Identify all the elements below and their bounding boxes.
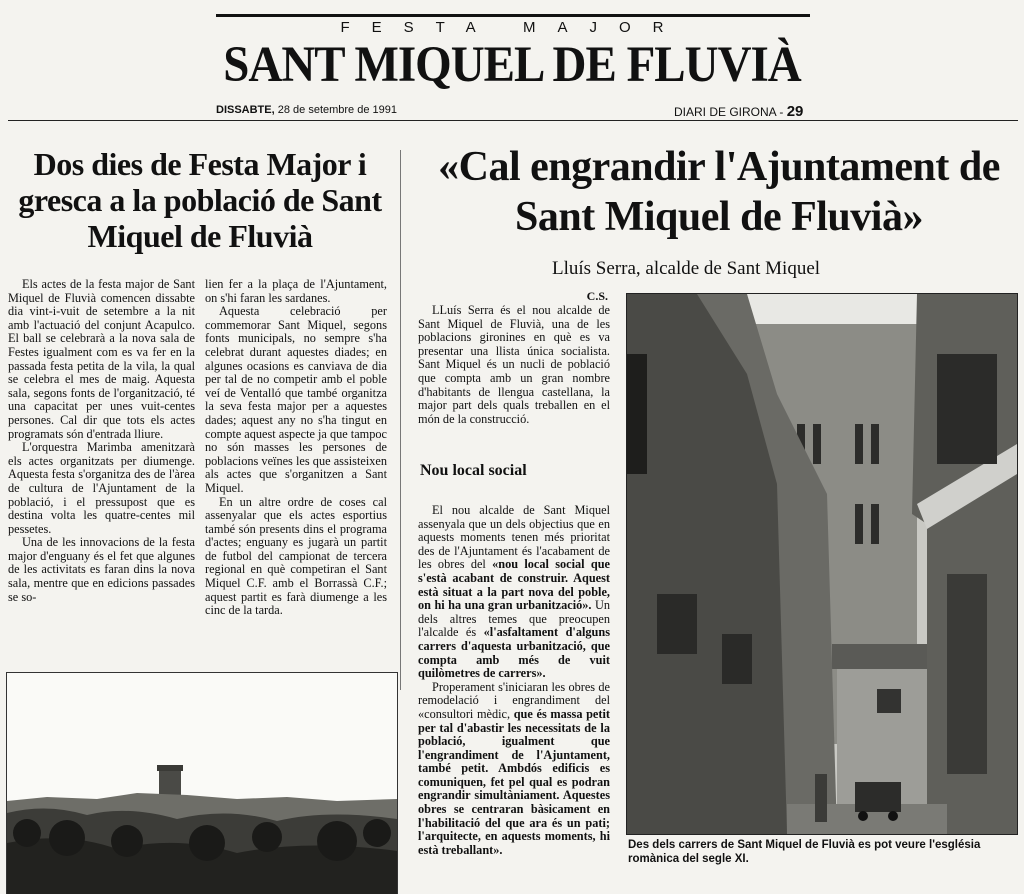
paragraph — [418, 504, 610, 681]
quote-run: «nou local social que s'està acabant de construir. Aquest està situat a la part nova del poble, on hi ha una gran urbanització». — [418, 557, 610, 613]
quote-run: que és massa petit per tal d'abastir les necessitats de la població, igualment que l'engrandiment de l'Ajuntament, també petit. Ambdós edificis es comuniquen, fet pel qual es podran engrandir simultàniament. Aquestes obres se centraran bàsicament en l'habilitació del que ara és un pati; l'arquitecte, en aquests moments, hi està treballant». — [418, 706, 610, 857]
paragraph: Aquesta celebració per commemorar Sant Miquel, segons fonts municipals, no sempre s'ha celebrat durant aquestes diades; en algunes ocasions es canviava de dia per tal de no competir amb el poble veí de Ventalló que també organitza la seva festa major per a aquestes dades; aquest any no s'ha tingut en compte aquest aspecte ja que tampoc no són masses les persones de poblacions veïnes les que assisteixen als actes que s'organitzen a Sant Miquel. — [205, 304, 387, 495]
street-illustration — [627, 294, 1017, 834]
photo-caption: Des dels carrers de Sant Miquel de Fluvià es pot veure l'església romànica del segle XI. — [628, 839, 981, 865]
right-article-body — [418, 504, 610, 857]
right-article-intro — [418, 304, 610, 426]
quote-run: «l'asfaltament d'alguns carrers d'aquesta urbanització, que compta amb més de vuit quilòmetres de carrers». — [418, 625, 610, 681]
text-run: Un dels altres temes que preocupen l'alcalde és — [418, 598, 610, 640]
paragraph: LLuís Serra és el nou alcalde de Sant Miquel de Fluvià, una de les poblacions gironines en què es va presentar una llista única socialista. Sant Miquel és un nucli de població que compta amb un gran nombre d'habitants de llengua castellana, la major part dels quals treballen en el món de la construcció. — [418, 303, 610, 426]
section-kicker: FESTA MAJOR — [216, 14, 810, 36]
page-number: 29 — [786, 103, 804, 120]
paragraph: Els actes de la festa major de Sant Miquel de Fluvià comencen dissabte dia vint-i-vuit de setembre a la nit amb l'actuació del conjunt Acapulco. El ball se celebrarà a la nova sala de Festes igualment com es va fer en la passada festa petita de la vila, la qual se celebra el mes de maig. Aquesta sala, segons fonts de l'organització, té una capacitat per unes vuit-centes persones. Cal dir que tots els actes programats són d'entrada lliure. — [8, 277, 195, 441]
text-run: Properament s'iniciaran les obres de remodelació i engrandiment del «consultori mèdic, — [418, 679, 610, 721]
right-subheadline: Lluís Serra, alcalde de Sant Miquel — [552, 258, 821, 279]
paragraph — [418, 681, 610, 858]
left-headline: Dos dies de Festa Major i gresca a la població de Sant Miquel de Fluvià — [18, 146, 382, 254]
right-headline: «Cal engrandir l'Ajuntament de Sant Miquel de Fluvià» — [438, 144, 1000, 240]
newspaper-name: DIARI DE GIRONA - — [674, 105, 787, 119]
left-article-col1 — [8, 278, 195, 604]
dateline-date: 28 de setembre de 1991 — [274, 104, 397, 116]
street-church-photo — [626, 293, 1018, 835]
village-landscape-photo — [6, 672, 398, 894]
dateline — [216, 104, 397, 116]
landscape-illustration — [7, 673, 397, 894]
dateline-day: DISSABTE, — [216, 104, 275, 116]
paragraph: lien fer a la plaça de l'Ajuntament, on s'hi faran les sardanes. — [205, 277, 387, 305]
header-divider — [8, 120, 1018, 121]
paragraph: L'orquestra Marimba amenitzarà els actes organitzats per diumenge. Aquesta festa s'organitza des de l'àrea de cultura de l'Ajuntament de la població, i el pressupost que es destina volta les quatre-centes mil pessetes. — [8, 440, 195, 536]
left-article-col2 — [205, 278, 387, 618]
column-divider — [400, 150, 401, 690]
text-run: El nou alcalde de Sant Miquel assenyala que un dels objectius que en aquests moments tenen més prioritat des de l'Ajuntament és l'acabament de les obres del — [418, 503, 610, 572]
paragraph: En un altre ordre de coses cal assenyalar que els actes esportius també són presents dins el programa d'actes; enguany es jugarà un partit de futbol del campionat de tercera regional en què competiran el Sant Miquel C.F. amb el Borrassà C.F.; aquest partit es farà diumenge a les cinc de la tarda. — [205, 494, 387, 618]
section-subtitle: Nou local social — [420, 462, 527, 479]
masthead-title: SANT MIQUEL DE FLUVIÀ — [223, 36, 801, 94]
page-label — [674, 103, 803, 120]
paragraph: Una de les innovacions de la festa major d'enguany és el fet que algunes de les activitats es faran dins la nova sala, mentre que en edicions passades se so- — [8, 535, 195, 604]
byline: C.S. — [586, 289, 608, 303]
